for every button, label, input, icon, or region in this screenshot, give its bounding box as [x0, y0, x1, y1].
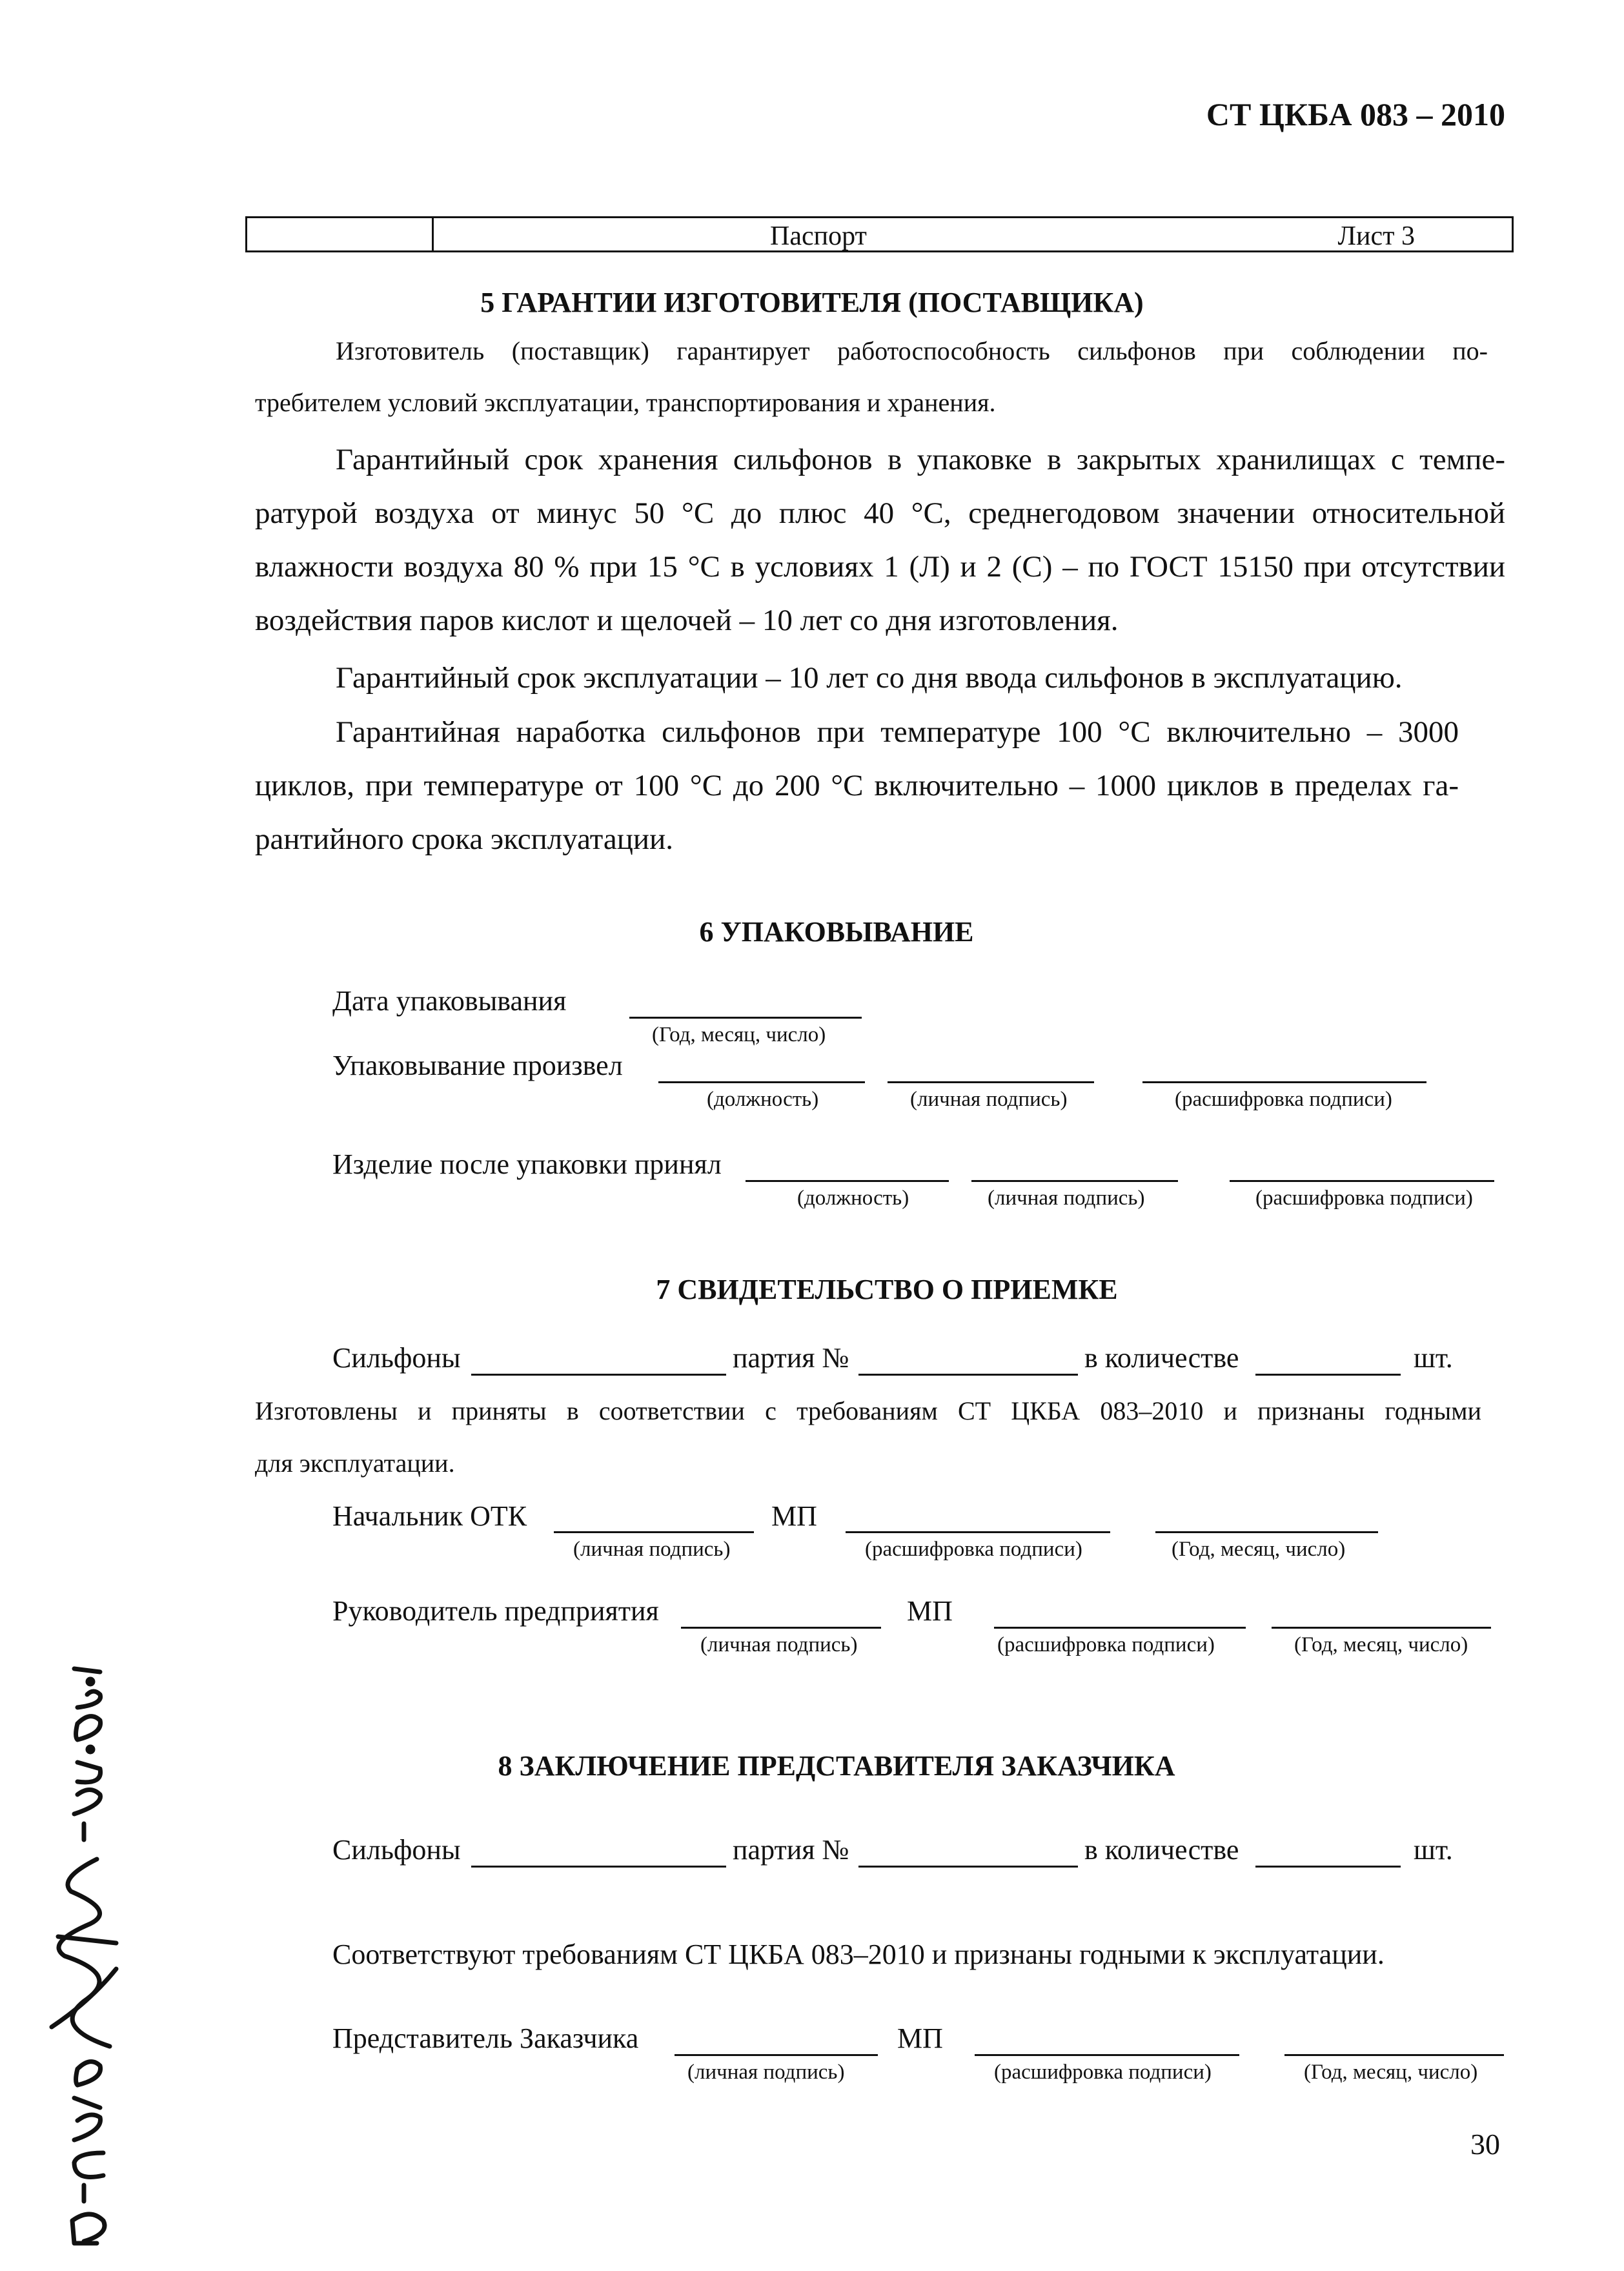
rep-date-field[interactable] — [1284, 2054, 1504, 2056]
packed-by-position-field[interactable] — [658, 1081, 865, 1083]
sheet-number: Лист 3 — [1337, 221, 1415, 251]
packed-by-transcript-caption: (расшифровка подписи) — [1175, 1088, 1392, 1111]
packing-date-field[interactable] — [629, 1017, 862, 1019]
s7-batch-field[interactable] — [858, 1374, 1078, 1376]
s7-pcs-label: шт. — [1414, 1342, 1453, 1374]
s8-bellows-field[interactable] — [471, 1866, 726, 1868]
packed-by-label: Упаковывание произвел — [332, 1050, 623, 1081]
packed-by-position-caption: (должность) — [707, 1088, 819, 1111]
packed-by-signature-field[interactable] — [888, 1081, 1094, 1083]
s8-batch-label: партия № — [733, 1834, 849, 1866]
rep-signature-field[interactable] — [675, 2054, 878, 2056]
s7-qty-field[interactable] — [1255, 1374, 1401, 1376]
rep-signature-caption: (личная подпись) — [687, 2061, 845, 2084]
packing-date-caption: (Год, месяц, число) — [652, 1023, 826, 1046]
otk-signature-caption: (личная подпись) — [573, 1538, 731, 1561]
packed-by-transcript-field[interactable] — [1142, 1081, 1426, 1083]
rep-transcript-field[interactable] — [975, 2054, 1239, 2056]
s7-qty-label: в количестве — [1084, 1342, 1239, 1374]
otk-date-caption: (Год, месяц, число) — [1172, 1538, 1346, 1561]
head-signature-caption: (личная подпись) — [700, 1633, 858, 1656]
rep-stamp: МП — [897, 2022, 943, 2054]
page-number: 30 — [1470, 2128, 1500, 2161]
otk-transcript-field[interactable] — [846, 1531, 1110, 1533]
packing-date-label: Дата упаковывания — [332, 985, 567, 1017]
section-7-title: 7 СВИДЕТЕЛЬСТВО О ПРИЕМКЕ — [656, 1274, 1118, 1305]
s7-text-line2: для эксплуатации. — [255, 1449, 455, 1478]
s7-bellows-field[interactable] — [471, 1374, 726, 1376]
s7-bellows-label: Сильфоны — [332, 1342, 461, 1374]
s8-qty-label: в количестве — [1084, 1834, 1239, 1866]
s5-p4-line3: рантийного срока эксплуатации. — [255, 822, 673, 856]
head-transcript-field[interactable] — [994, 1627, 1246, 1629]
accepted-label: Изделие после упаковки принял — [332, 1148, 722, 1180]
table-divider — [432, 218, 434, 250]
section-6-title: 6 УПАКОВЫВАНИЕ — [699, 916, 974, 948]
head-transcript-caption: (расшифровка подписи) — [997, 1633, 1215, 1656]
accepted-signature-field[interactable] — [971, 1180, 1178, 1182]
accepted-position-field[interactable] — [746, 1180, 949, 1182]
s5-p2-line4: воздействия паров кислот и щелочей – 10 лет со дня изготовления. — [255, 604, 1119, 637]
head-stamp: МП — [907, 1595, 953, 1627]
margin-signature-icon — [13, 1665, 155, 2246]
s8-text: Соответствуют требованиям СТ ЦКБА 083–2010 и признаны годными к эксплуатации. — [332, 1939, 1385, 1970]
s5-p2-line1: Гарантийный срок хранения сильфонов в упаковке в закрытых хранилищах с темпе- — [336, 443, 1505, 476]
s8-bellows-label: Сильфоны — [332, 1834, 461, 1866]
s5-p4-line2: циклов, при температуре от 100 °С до 200 °С включительно – 1000 циклов в пределах га- — [255, 769, 1459, 802]
s5-p2-line2: ратурой воздуха от минус 50 °С до плюс 40 °С, среднегодовом значении относительной — [255, 496, 1505, 530]
s5-p3: Гарантийный срок эксплуатации – 10 лет со дня ввода сильфонов в эксплуатацию. — [336, 661, 1403, 695]
s5-p2-line3: влажности воздуха 80 % при 15 °С в условиях 1 (Л) и 2 (С) – по ГОСТ 15150 при отсутствии — [255, 550, 1505, 584]
s7-text-line1: Изготовлены и приняты в соответствии с требованиям СТ ЦКБА 083–2010 и признаны годными — [255, 1396, 1481, 1425]
s8-qty-field[interactable] — [1255, 1866, 1401, 1868]
accepted-position-caption: (должность) — [797, 1186, 909, 1210]
head-signature-field[interactable] — [681, 1627, 881, 1629]
accepted-transcript-caption: (расшифровка подписи) — [1255, 1186, 1473, 1210]
rep-label: Представитель Заказчика — [332, 2022, 639, 2054]
section-5-title: 5 ГАРАНТИИ ИЗГОТОВИТЕЛЯ (ПОСТАВЩИКА) — [480, 287, 1144, 318]
packed-by-signature-caption: (личная подпись) — [910, 1088, 1068, 1111]
otk-transcript-caption: (расшифровка подписи) — [865, 1538, 1082, 1561]
section-8-title: 8 ЗАКЛЮЧЕНИЕ ПРЕДСТАВИТЕЛЯ ЗАКАЗЧИКА — [498, 1750, 1175, 1782]
rep-date-caption: (Год, месяц, число) — [1304, 2061, 1478, 2084]
s5-p1-line2: требителем условий эксплуатации, транспортирования и хранения. — [255, 388, 996, 417]
rep-transcript-caption: (расшифровка подписи) — [994, 2061, 1212, 2084]
otk-label: Начальник ОТК — [332, 1500, 527, 1532]
head-date-field[interactable] — [1272, 1627, 1491, 1629]
otk-date-field[interactable] — [1155, 1531, 1378, 1533]
header-table — [245, 216, 1514, 252]
document-code: СТ ЦКБА 083 – 2010 — [1206, 96, 1505, 132]
head-label: Руководитель предприятия — [332, 1595, 659, 1627]
head-date-caption: (Год, месяц, число) — [1294, 1633, 1468, 1656]
otk-signature-field[interactable] — [554, 1531, 754, 1533]
s8-pcs-label: шт. — [1414, 1834, 1453, 1866]
accepted-signature-caption: (личная подпись) — [988, 1186, 1145, 1210]
s5-p4-line1: Гарантийная наработка сильфонов при температуре 100 °С включительно – 3000 — [336, 715, 1459, 749]
accepted-transcript-field[interactable] — [1230, 1180, 1494, 1182]
s7-batch-label: партия № — [733, 1342, 849, 1374]
otk-stamp: МП — [771, 1500, 817, 1532]
s8-batch-field[interactable] — [858, 1866, 1078, 1868]
document-name: Паспорт — [770, 221, 867, 251]
s5-p1-line1: Изготовитель (поставщик) гарантирует работоспособность сильфонов при соблюдении по- — [336, 336, 1488, 365]
